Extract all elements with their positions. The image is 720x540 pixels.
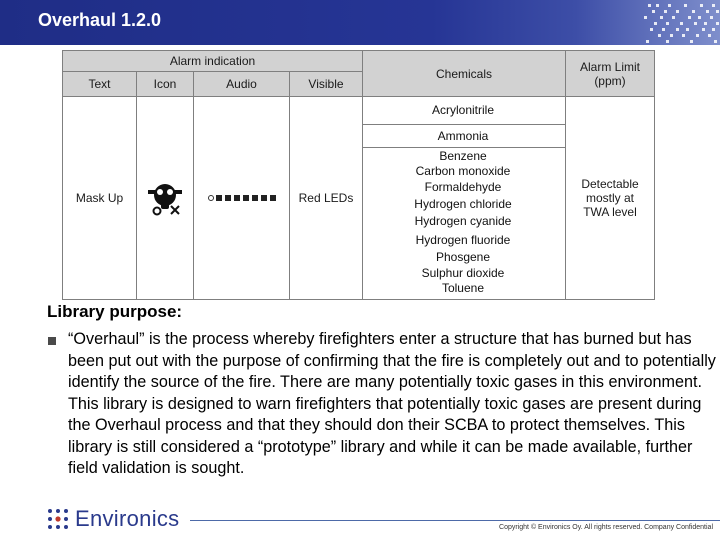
chemical-hydrogen-fluoride: Hydrogen fluoride bbox=[415, 233, 511, 247]
chemical-benzene: Benzene bbox=[439, 149, 487, 163]
row-visible-red-leds: Red LEDs bbox=[298, 191, 354, 205]
chemical-ammonia: Ammonia bbox=[437, 129, 489, 143]
header-text: Text bbox=[63, 72, 136, 96]
slide-title: Overhaul 1.2.0 bbox=[38, 10, 162, 30]
environics-logo bbox=[45, 505, 179, 533]
header-icon: Icon bbox=[137, 72, 193, 96]
alarm-table bbox=[62, 50, 655, 300]
library-purpose-heading: Library purpose: bbox=[47, 302, 183, 321]
dot-pattern-decoration bbox=[640, 0, 720, 45]
chemical-phosgene: Phosgene bbox=[435, 250, 491, 264]
header-audio: Audio bbox=[194, 72, 289, 96]
chemical-group-list bbox=[362, 149, 564, 296]
bullet-square-icon bbox=[48, 337, 56, 345]
header-alarm-limit: Alarm Limit (ppm) bbox=[566, 51, 654, 96]
chemical-carbon-monoxide: Carbon monoxide bbox=[415, 164, 511, 178]
logo-dots-icon bbox=[45, 506, 71, 532]
header-chemicals: Chemicals bbox=[363, 51, 565, 96]
alarm-limit-value: Detectable mostly at TWA level bbox=[581, 177, 639, 219]
beep-pattern-icon bbox=[194, 97, 289, 299]
footer-divider bbox=[190, 520, 720, 521]
row-text-mask-up: Mask Up bbox=[75, 191, 124, 205]
chemical-acrylonitrile: Acrylonitrile bbox=[431, 103, 494, 117]
library-purpose-text: “Overhaul” is the process whereby firefighters enter a structure that has burned but has been put out with the purpose of confirming that the fire is completely out and to potentially identify the source of the fire. There are many potentially toxic gases in this environment. This library is designed to warn firefighters that potentially toxic gases are present during the Overhaul process and that they should don their SCBA to protect themselves. This library is still considered a “prototype” library and while it can be made available, further field validation is sought. bbox=[68, 330, 716, 477]
chemical-toluene: Toluene bbox=[441, 281, 485, 295]
gas-mask-icon bbox=[137, 97, 193, 299]
chemical-formaldehyde: Formaldehyde bbox=[424, 180, 502, 194]
logo-text: Environics bbox=[75, 506, 180, 531]
title-bar bbox=[0, 0, 720, 45]
header-alarm-indication: Alarm indication bbox=[63, 51, 362, 71]
chemical-sulphur-dioxide: Sulphur dioxide bbox=[421, 266, 505, 280]
chemical-hydrogen-cyanide: Hydrogen cyanide bbox=[414, 214, 512, 228]
copyright-text: Copyright © Environics Oy. All rights reserved. Company Confidential bbox=[499, 524, 713, 531]
chemical-hydrogen-chloride: Hydrogen chloride bbox=[414, 197, 512, 211]
header-visible: Visible bbox=[290, 72, 362, 96]
